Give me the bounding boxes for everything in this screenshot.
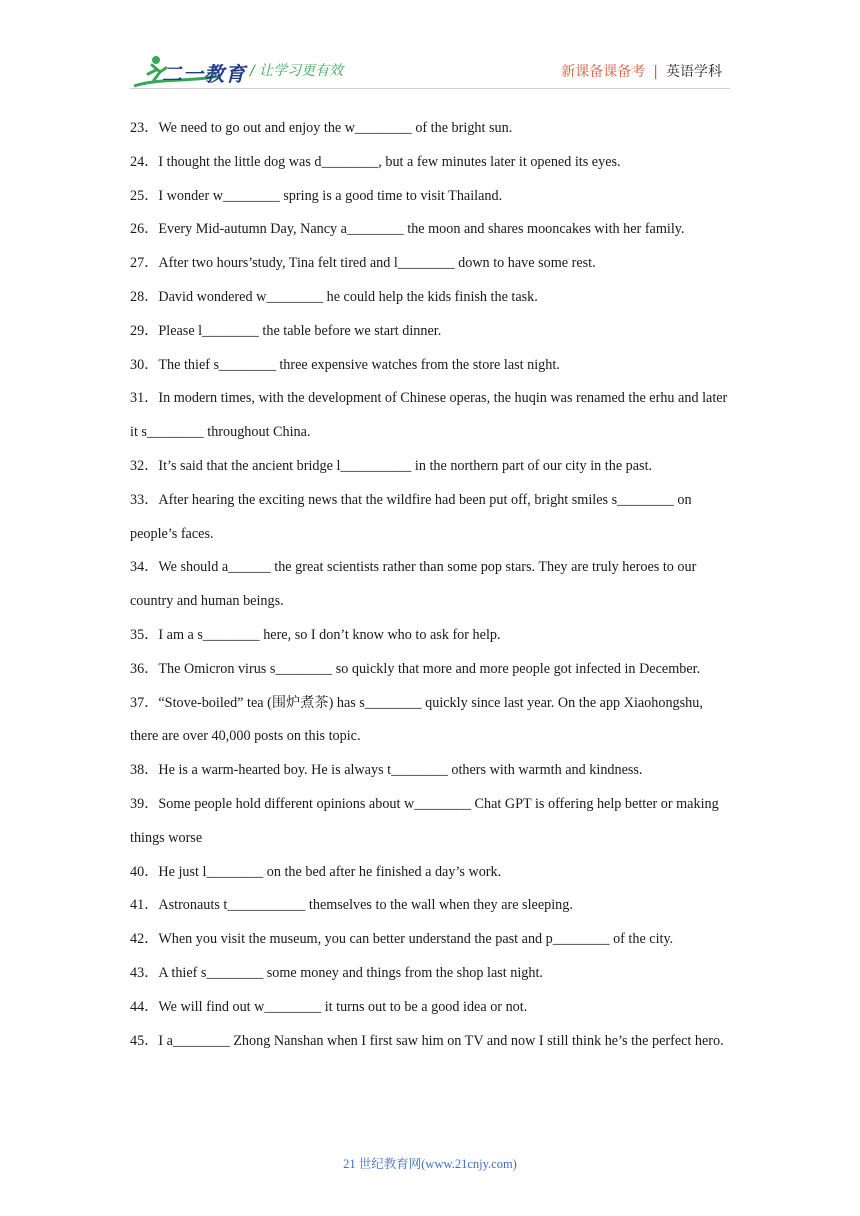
question-item: 32．It’s said that the ancient bridge l__________ in the northern part of our city in the past.: [130, 457, 653, 474]
header-separator: |: [653, 64, 658, 80]
header-divider: [130, 88, 730, 89]
header-right: [561, 61, 722, 81]
logo-slogan: / 让学习更有效: [250, 63, 344, 79]
logo-text: 二一教育: [162, 62, 246, 86]
question-item: 41．Astronauts t___________ themselves to the wall when they are sleeping.: [130, 897, 573, 914]
question-item: 23．We need to go out and enjoy the w________ of the bright sun.: [130, 120, 513, 136]
question-item: 38．He is a warm-hearted boy. He is always t________ others with warmth and kindness.: [130, 762, 643, 779]
question-item: 43．A thief s________ some money and things from the shop last night.: [130, 964, 543, 981]
question-item: 27．After two hours’study, Tina felt tired and l________ down to have some rest.: [130, 255, 596, 272]
question-item: 40．He just l________ on the bed after he finished a day’s work.: [130, 863, 502, 880]
question-item: 34．We should a______ the great scientists rather than some pop stars. They are truly heroes to our country and human beings.: [130, 559, 697, 610]
question-item: 39．Some people hold different opinions about w________ Chat GPT is offering help better or making things worse: [130, 795, 719, 846]
question-item: 25．I wonder w________ spring is a good time to visit Thailand.: [130, 187, 503, 204]
question-item: 28．David wondered w________ he could help the kids finish the task.: [130, 288, 538, 305]
question-item: 35．I am a s________ here, so I don’t know who to ask for help.: [130, 626, 501, 643]
question-list: [130, 112, 732, 1058]
question-item: 24．I thought the little dog was d________, but a few minutes later it opened its eyes.: [130, 153, 621, 170]
question-item: 30．The thief s________ three expensive watches from the store last night.: [130, 356, 560, 373]
question-item: 29．Please l________ the table before we start dinner.: [130, 322, 442, 339]
header-subject: 英语学科: [666, 64, 722, 80]
question-item: 33．After hearing the exciting news that the wildfire had been put off, bright smiles s________ on people’s faces.: [130, 491, 692, 542]
question-item: 44．We will find out w________ it turns out to be a good idea or not.: [130, 998, 528, 1015]
question-item: 45．I a________ Zhong Nanshan when I first saw him on TV and now I still think he’s the perfect hero.: [130, 1032, 724, 1049]
page-header: [0, 0, 860, 100]
question-item: 42．When you visit the museum, you can better understand the past and p________ of the city.: [130, 931, 674, 948]
question-item: 26．Every Mid-autumn Day, Nancy a________ the moon and shares mooncakes with her family.: [130, 221, 685, 238]
page-footer: 21 世纪教育网(www.21cnjy.com): [343, 1157, 517, 1171]
question-item: 31．In modern times, with the development of Chinese operas, the huqin was renamed the erhu and later it s________ throughout China.: [130, 390, 728, 441]
header-tagline: 新课备课备考: [561, 64, 646, 80]
question-item: 36．The Omicron virus s________ so quickly that more and more people got infected in December.: [130, 660, 701, 677]
question-item: 37．“Stove-boiled” tea (围炉煮茶) has s________ quickly since last year. On the app Xiaohongshu, there are over 40,000 posts on this topic.: [130, 694, 703, 745]
